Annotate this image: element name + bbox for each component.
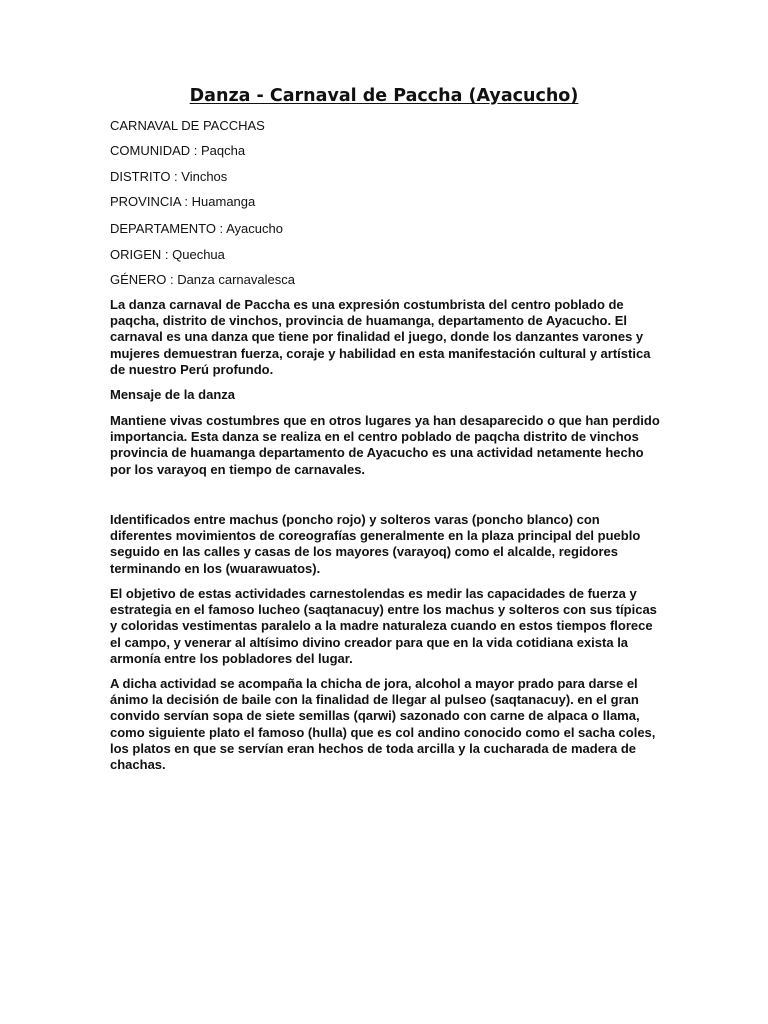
paragraph-line: como siguiente plato el famoso (hulla) que es col andino conocido como el sacha coles, <box>110 724 656 740</box>
paragraph-line: Mantiene vivas costumbres que en otros lugares ya han desaparecido o que han perdido <box>110 413 660 428</box>
paragraph-line: armonía entre los pobladores del lugar. <box>110 650 353 666</box>
field-label: PROVINCIA : <box>110 194 192 209</box>
paragraph-line: chachas. <box>110 757 166 773</box>
field-label: DISTRITO : <box>110 169 182 184</box>
activity-paragraph <box>110 676 670 773</box>
field-genero <box>110 272 295 288</box>
paragraph-line: terminando en los (wuarawuatos). <box>110 560 321 576</box>
paragraph-line: mujeres demuestran fuerza, coraje y habilidad en esta manifestación cultural y artística <box>110 345 651 361</box>
field-value: Ayacucho <box>226 221 283 236</box>
paragraph-line: estrategia en el famoso lucheo (saqtanacuy) entre los machus y solteros con sus típicas <box>110 602 657 618</box>
field-distrito <box>110 169 227 185</box>
paragraph-line: seguido en las calles y casas de los mayores (varayoq) como el alcalde, regidores <box>110 544 618 560</box>
paragraph-line: diferentes movimientos de coreografías generalmente en la plaza principal del pueblo <box>110 528 641 544</box>
field-value: Danza carnavalesca <box>177 272 295 287</box>
document-title: Danza - Carnaval de Paccha (Ayacucho) <box>189 86 579 106</box>
field-departamento <box>110 221 283 237</box>
field-value: Vinchos <box>181 169 228 184</box>
message-paragraph <box>110 413 670 478</box>
paragraph-line: por los varayoq en tiempo de carnavales. <box>110 461 366 477</box>
field-comunidad <box>110 143 245 159</box>
identified-paragraph <box>110 512 670 577</box>
field-provincia <box>110 194 255 210</box>
paragraph-line: ánimo la decisión de baile con la finalidad de llegar al pulseo (saqtanacuy). en el gran <box>110 692 639 708</box>
paragraph-line: el campo, y venerar al altísimo divino creador para que en la vida cotidiana exista la <box>110 634 629 650</box>
paragraph-line: convido servían sopa de siete semillas (qarwi) sazonado con carne de alpaca o llama, <box>110 708 640 724</box>
field-value: Huamanga <box>191 194 256 209</box>
paragraph-line: carnaval es una danza que tiene por finalidad el juego, donde los danzantes varones y <box>110 329 644 345</box>
paragraph-line: los platos en que se servían eran hechos de toda arcilla y la cucharada de madera de <box>110 740 636 756</box>
paragraph-line: de nuestro Perú profundo. <box>110 361 274 377</box>
field-value: Quechua <box>172 247 225 262</box>
field-label: DEPARTAMENTO : <box>110 221 227 236</box>
paragraph-line: y coloridas vestimentas paralelo a la madre naturaleza cuando en estos tiempos florece <box>110 618 653 634</box>
paragraph-line: paqcha, distrito de vinchos, provincia de huamanga, departamento de Ayacucho. El <box>110 313 627 329</box>
field-label: ORIGEN : <box>110 247 173 262</box>
field-value: Paqcha <box>201 143 246 158</box>
field-label: GÉNERO : <box>110 272 178 287</box>
intro-paragraph <box>110 297 670 378</box>
paragraph-line: A dicha actividad se acompaña la chicha de jora, alcohol a mayor prado para darse el <box>110 676 638 691</box>
paragraph-line: La danza carnaval de Paccha es una expresión costumbrista del centro poblado de <box>110 297 624 312</box>
paragraph-line: El objetivo de estas actividades carnestolendas es medir las capacidades de fuerza y <box>110 586 637 601</box>
message-subheading: Mensaje de la danza <box>110 387 235 402</box>
document-heading: CARNAVAL DE PACCHAS <box>110 118 265 133</box>
paragraph-line: importancia. Esta danza se realiza en el centro poblado de paqcha distrito de vinchos <box>110 429 639 445</box>
field-label: COMUNIDAD : <box>110 143 201 158</box>
objective-paragraph <box>110 586 670 667</box>
paragraph-line: provincia de huamanga departamento de Ayacucho es una actividad netamente hecho <box>110 445 644 461</box>
field-origen <box>110 247 225 263</box>
paragraph-line: Identificados entre machus (poncho rojo) y solteros varas (poncho blanco) con <box>110 512 600 527</box>
